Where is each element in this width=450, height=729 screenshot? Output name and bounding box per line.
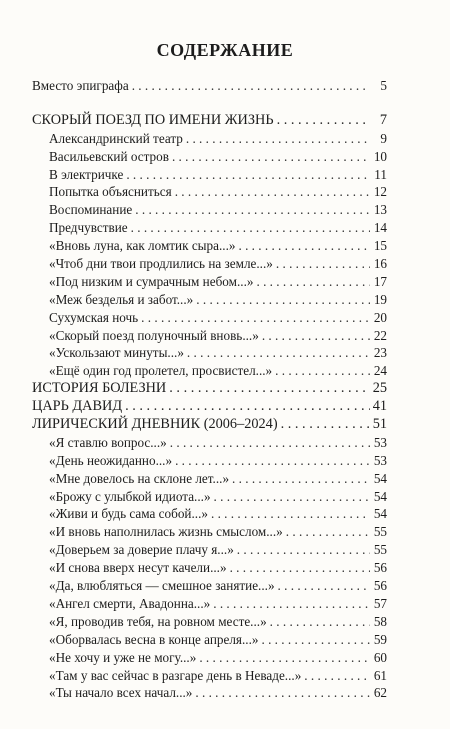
dot-leader	[175, 183, 370, 201]
toc-entry-title: «Чтоб дни твои продлились на земле...»	[49, 256, 273, 272]
toc-section-entry	[32, 380, 387, 398]
toc-page-number: 55	[373, 524, 387, 540]
toc-page-number: 60	[373, 649, 387, 665]
toc-page-number: 7	[379, 111, 387, 128]
toc-page-number: 17	[373, 273, 387, 289]
dot-leader	[169, 380, 369, 398]
toc-page-number: 24	[373, 363, 387, 379]
toc-entry-title: «Под низким и сумрачным небом...»	[49, 273, 254, 289]
dot-leader	[214, 488, 370, 506]
toc-page-number: 54	[373, 506, 387, 522]
dot-leader	[270, 613, 370, 631]
toc-entry	[32, 452, 387, 470]
toc-entry-title: Васильевский остров	[49, 148, 169, 164]
toc-entry-title: «Вновь луна, как ломтик сыра...»	[49, 238, 236, 254]
toc-entry	[32, 183, 387, 201]
toc-page-number: 25	[372, 380, 387, 397]
page-title: СОДЕРЖАНИЕ	[156, 40, 294, 60]
dot-leader	[275, 362, 370, 380]
dot-leader	[230, 559, 370, 577]
dot-leader	[276, 255, 370, 273]
dot-leader	[172, 148, 370, 166]
toc-entry-title: Вместо эпиграфа	[32, 78, 129, 93]
toc-section-entry	[32, 398, 387, 416]
dot-leader	[281, 416, 370, 434]
toc-entry-title: ИСТОРИЯ БОЛЕЗНИ	[32, 380, 167, 397]
dot-leader	[195, 684, 370, 702]
dot-leader	[141, 309, 370, 327]
toc-entry	[32, 273, 387, 291]
dot-leader	[256, 273, 370, 291]
toc-page-number: 53	[373, 434, 387, 450]
toc-entry-title: Воспоминание	[49, 202, 133, 218]
toc-entry-title: В электричке	[49, 166, 124, 182]
toc-page-number: 13	[373, 202, 387, 218]
toc-page-number: 59	[373, 631, 387, 647]
toc-entry	[32, 613, 387, 631]
toc-entry	[32, 255, 387, 273]
toc-entry	[32, 237, 387, 255]
dot-leader	[261, 631, 370, 649]
toc-entry-title: «День неожиданно...»	[49, 452, 173, 468]
toc-entry-title: «Я, проводив тебя, на ровном месте...»	[49, 613, 267, 629]
toc-entry	[32, 505, 387, 523]
toc-page-number: 22	[373, 327, 387, 343]
dot-leader	[232, 470, 370, 488]
toc-entry	[32, 219, 387, 237]
toc-entry	[32, 649, 387, 667]
dot-leader	[238, 237, 370, 255]
toc-entry-title: «Там у вас сейчас в разгаре день в Неваде...»	[49, 667, 302, 683]
toc-page-number: 54	[373, 470, 387, 486]
toc-entry-title: «Мне довелось на склоне лет...»	[49, 470, 230, 486]
toc-entry-title: «Ещё один год пролетел, просвистел...»	[49, 363, 273, 379]
toc-page-number: 23	[373, 345, 387, 361]
toc-section-entry	[32, 416, 387, 434]
table-of-contents	[32, 77, 387, 702]
toc-page-number: 9	[380, 130, 387, 146]
toc-entry	[32, 631, 387, 649]
toc-page-number: 19	[373, 291, 387, 307]
toc-entry-title: «И вновь наполнилась жизнь смыслом...»	[49, 524, 283, 540]
dot-leader	[213, 595, 370, 613]
toc-entry	[32, 577, 387, 595]
toc-page-number: 61	[373, 667, 387, 683]
dot-leader	[199, 649, 370, 667]
toc-page-number: 16	[373, 256, 387, 272]
toc-entry	[32, 434, 387, 452]
toc-entry-title: «Не хочу и уже не могу...»	[49, 649, 197, 665]
toc-entry-title: «Да, влюбляться — смешное занятие...»	[49, 578, 275, 594]
toc-section-entry	[32, 112, 387, 130]
dot-leader	[196, 291, 370, 309]
toc-page-number: 10	[373, 148, 387, 164]
toc-page-number: 20	[373, 309, 387, 325]
toc-page-number: 11	[374, 166, 387, 182]
dot-leader	[126, 166, 370, 184]
dot-leader	[304, 667, 370, 685]
toc-entry-title: «Ангел смерти, Авадонна...»	[49, 595, 211, 611]
toc-entry	[32, 559, 387, 577]
toc-entry	[32, 130, 387, 148]
toc-entry	[32, 667, 387, 685]
toc-page-number: 41	[372, 398, 387, 415]
dot-leader	[237, 541, 370, 559]
dot-leader	[262, 327, 370, 345]
dot-leader	[278, 577, 370, 595]
toc-entry	[32, 309, 387, 327]
dot-leader	[175, 452, 370, 470]
toc-entry-title: «Ускользают минуты...»	[49, 345, 184, 361]
toc-entry	[32, 327, 387, 345]
toc-entry	[32, 77, 387, 95]
dot-leader	[187, 344, 370, 362]
toc-page-number: 5	[380, 78, 387, 93]
toc-page-number: 55	[373, 542, 387, 558]
toc-entry-title: «Меж безделья и забот...»	[49, 291, 194, 307]
toc-page-number: 12	[373, 184, 387, 200]
toc-entry	[32, 523, 387, 541]
toc-entry	[32, 291, 387, 309]
toc-entry-title: «Брожу с улыбкой идиота...»	[49, 488, 211, 504]
toc-entry-title: ЦАРЬ ДАВИД	[32, 398, 123, 415]
toc-entry-title: СКОРЫЙ ПОЕЗД ПО ИМЕНИ ЖИЗНЬ	[32, 111, 274, 128]
toc-page-number: 51	[372, 416, 387, 433]
toc-page-number: 57	[373, 595, 387, 611]
toc-entry-title: ЛИРИЧЕСКИЙ ДНЕВНИК (2006–2024)	[32, 416, 278, 433]
toc-page-number: 56	[373, 560, 387, 576]
toc-entry	[32, 148, 387, 166]
toc-entry	[32, 684, 387, 702]
dot-leader	[211, 505, 370, 523]
toc-page-number: 14	[373, 220, 387, 236]
dot-leader	[170, 434, 370, 452]
toc-entry	[32, 201, 387, 219]
toc-entry	[32, 470, 387, 488]
toc-entry	[32, 344, 387, 362]
toc-entry	[32, 166, 387, 184]
dot-leader	[135, 201, 370, 219]
toc-entry-title: «Скорый поезд полуночный вновь...»	[49, 327, 259, 343]
toc-page-number: 15	[373, 238, 387, 254]
toc-entry-title: «И снова вверх несут качели...»	[49, 560, 227, 576]
dot-leader	[132, 77, 370, 95]
toc-entry-title: «Доверьем за доверие плачу я...»	[49, 542, 234, 558]
dot-leader	[186, 130, 370, 148]
toc-entry	[32, 488, 387, 506]
toc-page-number: 54	[373, 488, 387, 504]
toc-page-number: 58	[373, 613, 387, 629]
toc-entry-title: Александринский театр	[49, 130, 183, 146]
toc-page-number: 53	[373, 452, 387, 468]
dot-leader	[277, 112, 370, 130]
toc-entry-title: Попытка объясниться	[49, 184, 172, 200]
toc-entry-title: Предчувствие	[49, 220, 128, 236]
toc-page-number: 56	[373, 578, 387, 594]
toc-entry-title: «Оборвалась весна в конце апреля...»	[49, 631, 259, 647]
dot-leader	[286, 523, 370, 541]
toc-page-number: 62	[373, 685, 387, 701]
toc-entry-title: Сухумская ночь	[49, 309, 139, 325]
toc-entry	[32, 362, 387, 380]
toc-entry	[32, 595, 387, 613]
dot-leader	[125, 398, 370, 416]
toc-entry-title: «Живи и будь сама собой...»	[49, 506, 208, 522]
dot-leader	[131, 219, 370, 237]
toc-entry-title: «Ты начало всех начал...»	[49, 685, 193, 701]
toc-entry	[32, 541, 387, 559]
toc-entry-title: «Я ставлю вопрос...»	[49, 434, 167, 450]
